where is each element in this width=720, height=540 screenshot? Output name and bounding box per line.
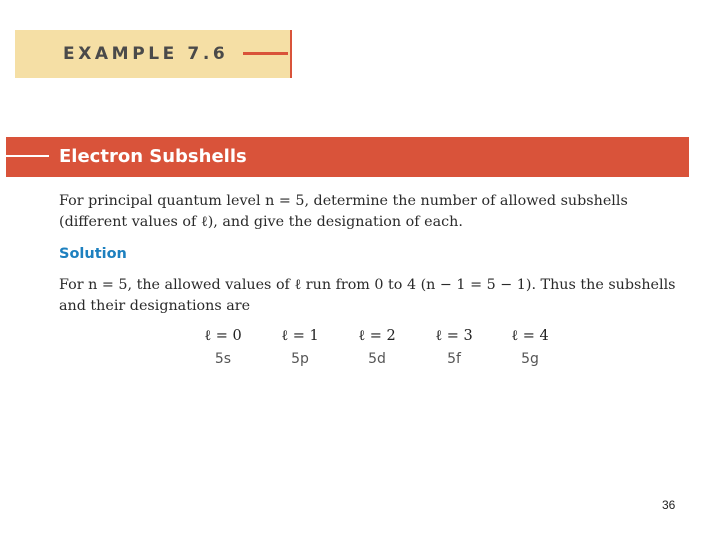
solution-heading: Solution xyxy=(59,246,127,262)
title-rule xyxy=(6,155,49,157)
page-title: Electron Subshells xyxy=(59,146,247,167)
question-text: For principal quantum level n = 5, determine the number of allowed subshells (different values of ℓ), and give the designation of each. xyxy=(59,193,628,230)
l-value: ℓ = 2 xyxy=(358,328,396,344)
page-number: 36 xyxy=(662,498,676,512)
l-value: ℓ = 0 xyxy=(204,328,242,344)
subshell-cell xyxy=(421,328,487,367)
l-value: ℓ = 4 xyxy=(511,328,549,344)
solution-text: For n = 5, the allowed values of ℓ run from 0 to 4 (n − 1 = 5 − 1). Thus the subshells and their designations are xyxy=(59,277,676,314)
subshell-cell xyxy=(190,328,256,367)
subshell-cell xyxy=(497,328,563,367)
example-label: EXAMPLE 7.6 xyxy=(63,44,229,64)
subshell-designation: 5g xyxy=(521,351,539,367)
example-banner xyxy=(15,30,290,78)
example-tick xyxy=(290,30,292,78)
subshell-designation: 5s xyxy=(214,351,232,367)
l-value: ℓ = 1 xyxy=(281,328,319,344)
subshell-designation: 5f xyxy=(447,351,461,367)
l-value: ℓ = 3 xyxy=(435,328,473,344)
title-bar xyxy=(6,137,689,177)
subshell-designation: 5d xyxy=(368,351,386,367)
subshell-cell xyxy=(344,328,410,367)
subshell-designation: 5p xyxy=(291,351,309,367)
example-rule xyxy=(243,52,288,55)
subshell-cell xyxy=(267,328,333,367)
